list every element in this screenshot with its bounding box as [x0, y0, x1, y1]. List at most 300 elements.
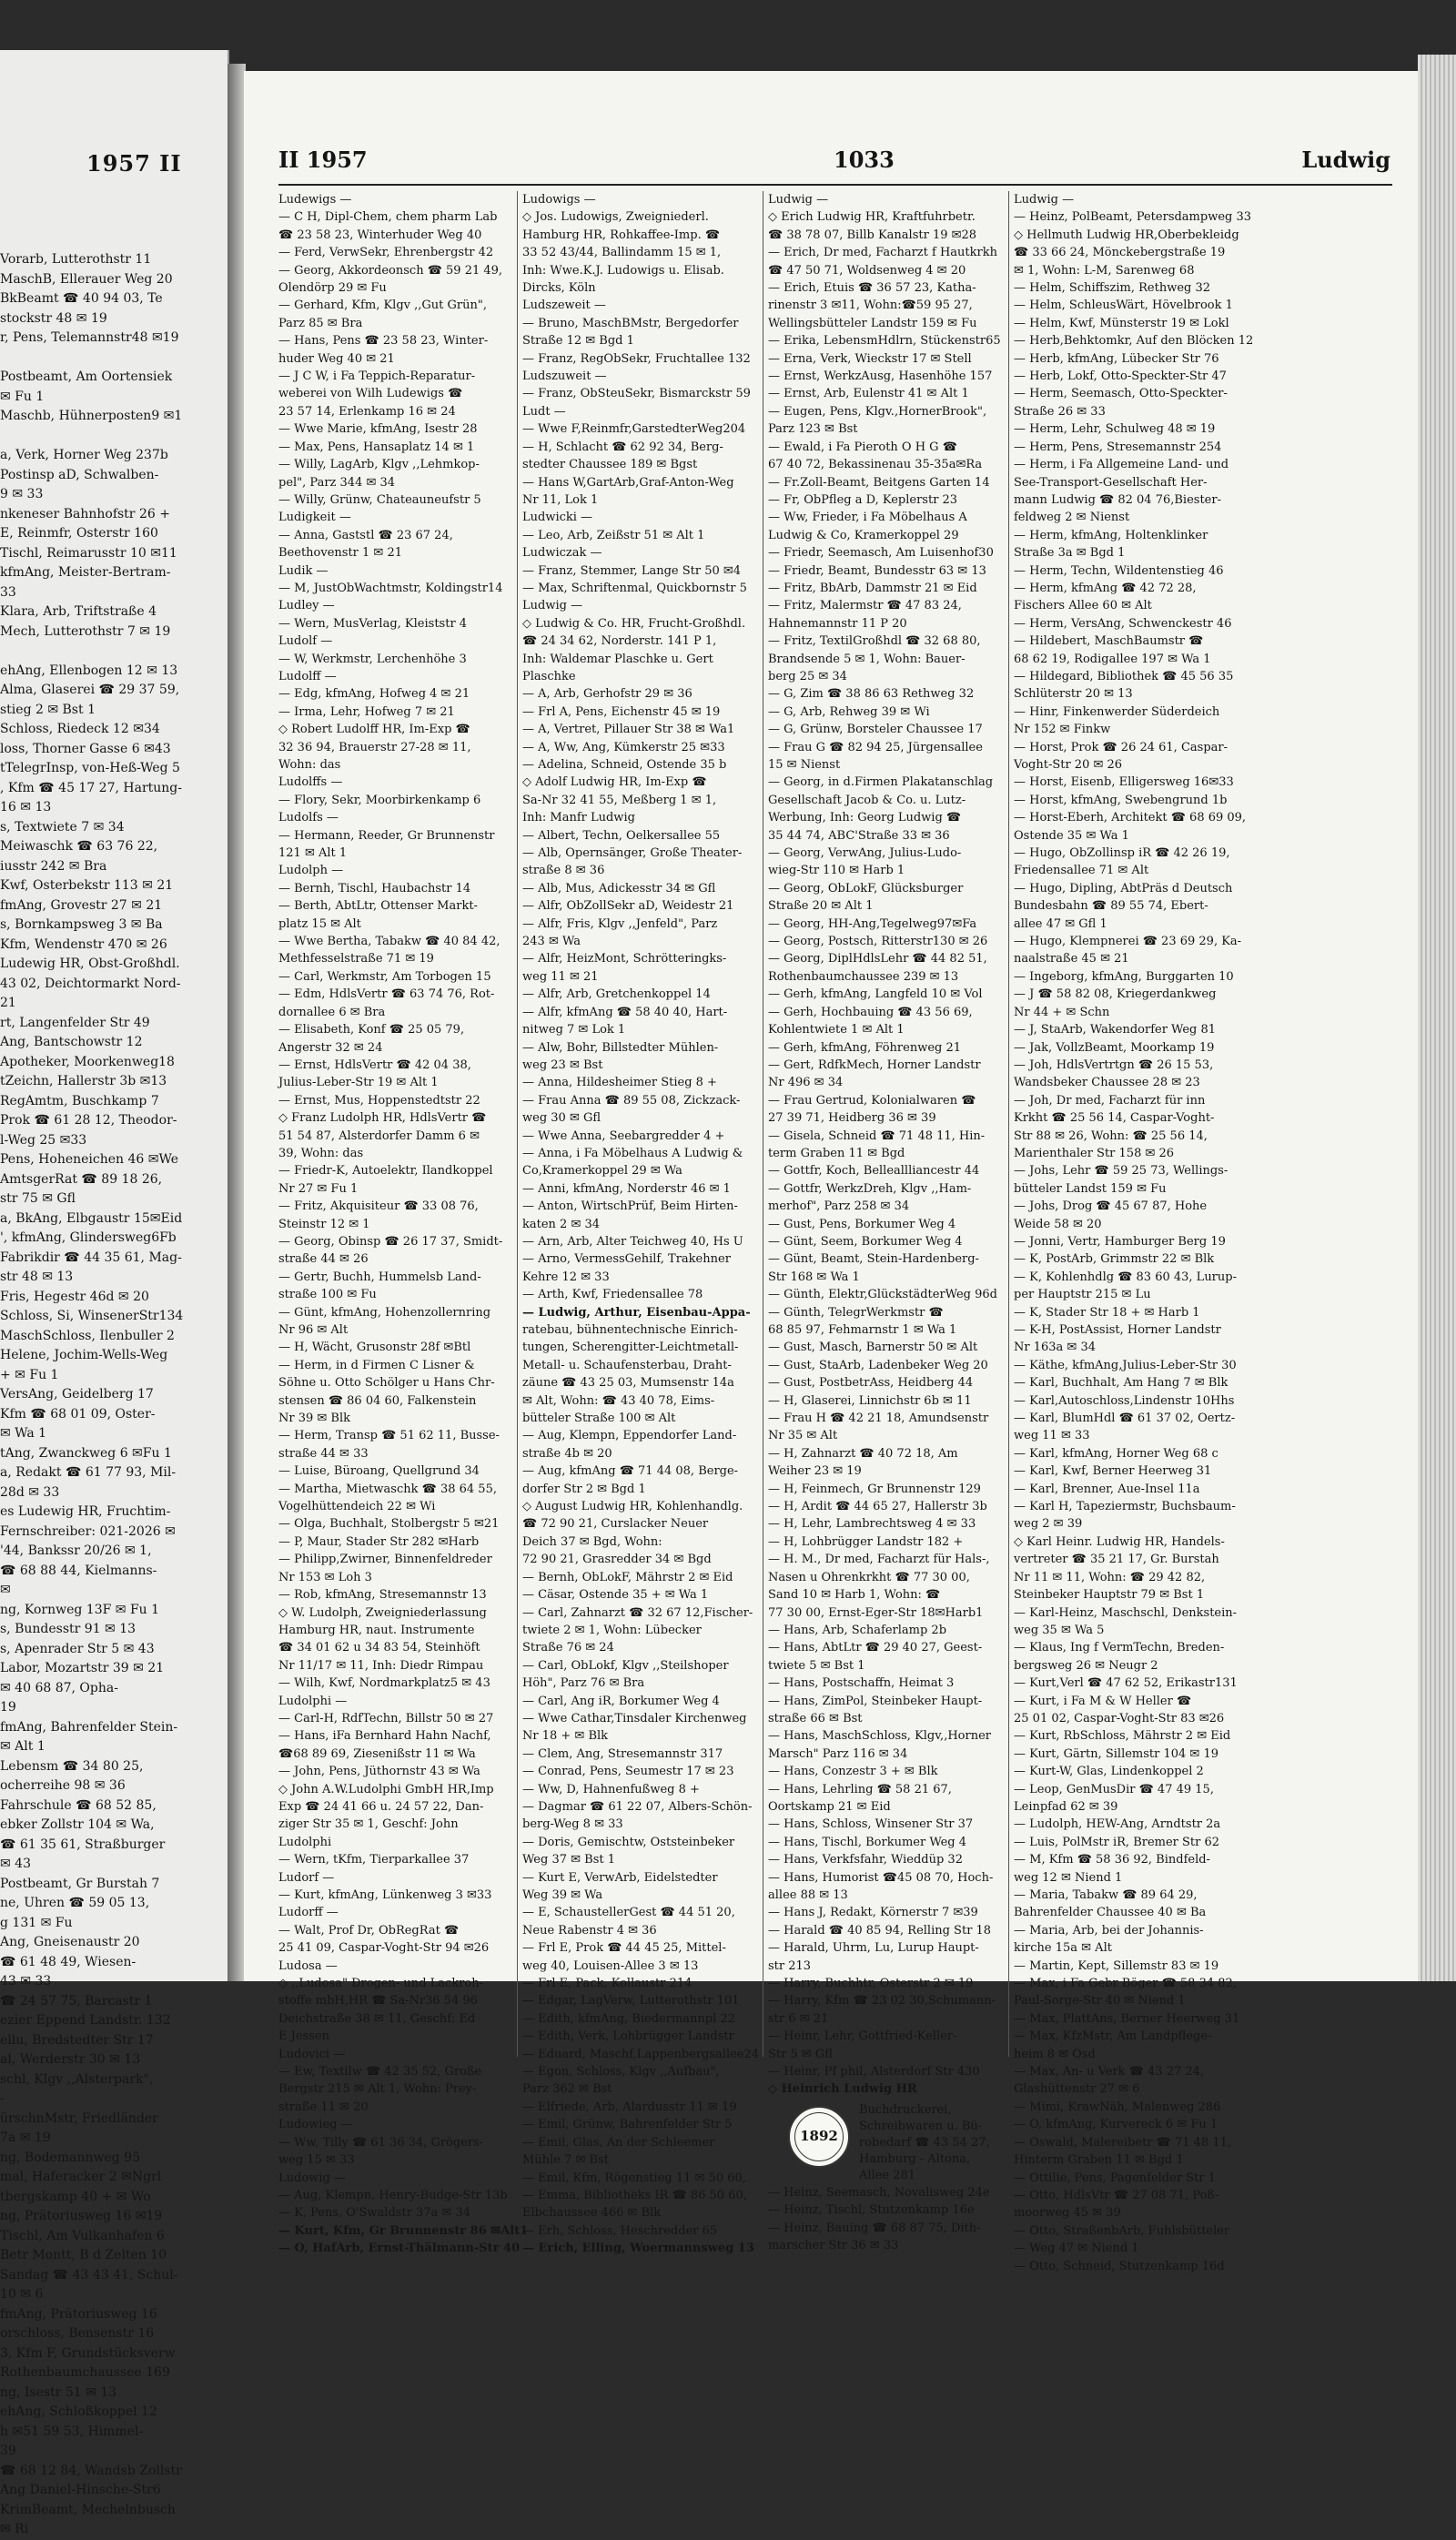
- directory-entry-line: 121 ✉ Alt 1: [278, 846, 348, 861]
- left-entry-line: mal, Haferacker 2 ✉Ngrl: [0, 2170, 162, 2184]
- left-entry-line: ✉ Fu 1: [0, 389, 45, 404]
- directory-entry-line: — G, Zim ☎ 38 86 63 Rethweg 32: [768, 687, 975, 702]
- directory-entry-line: Inh: Manfr Ludwig: [522, 811, 635, 825]
- directory-entry-line: — Bernh, Tischl, Haubachstr 14: [278, 881, 471, 896]
- directory-entry-line: Beethovenstr 1 ✉ 21: [278, 546, 402, 561]
- left-entry-line: Vorarb, Lutterothstr 11: [0, 252, 152, 267]
- directory-entry-line: — W, Werkmstr, Lerchenhöhe 3: [278, 652, 467, 666]
- directory-entry-line: — Clem, Ang, Stresemannstr 317: [522, 1746, 723, 1761]
- left-entry-line: Mech, Lutterothstr 7 ✉ 19: [0, 623, 171, 639]
- directory-entry-line: — Alfr, Fris, Klgv ,,Jenfeld", Parz: [522, 916, 718, 931]
- directory-entry-line: See-Transport-Gesellschaft Her-: [1014, 475, 1208, 490]
- directory-entry-line: Fischers Allee 60 ✉ Alt: [1014, 599, 1152, 613]
- directory-entry-line: — Gertr, Buchh, Hummelsb Land-: [278, 1270, 481, 1284]
- directory-entry-line: — Wilh, Kwf, Nordmarkplatz5 ✉ 43: [278, 1676, 490, 1691]
- directory-entry-line: — Heinz, Tischl, Stutzenkamp 16e: [768, 2203, 975, 2218]
- directory-entry-line: nitweg 7 ✉ Lok 1: [522, 1023, 626, 1037]
- directory-entry-line: heim 8 ✉ Osd: [1014, 2047, 1096, 2061]
- left-entry-line: ✉: [0, 1583, 11, 1597]
- left-entry-line: h ✉51 59 53, Himmel-: [0, 2424, 144, 2439]
- directory-entry-line: ✉ 1, Wohn: L-M, Sarenweg 68: [1014, 263, 1195, 278]
- directory-entry-line: — H, Schlacht ☎ 62 92 34, Berg-: [522, 440, 723, 454]
- left-entry-line: rt, Langenfelder Str 49: [0, 1015, 150, 1030]
- directory-entry-line: — Karl-Heinz, Maschschl, Denkstein-: [1014, 1605, 1238, 1620]
- directory-entry-line: Nr 35 ✉ Alt: [768, 1429, 838, 1443]
- left-entry-line: RegAmtm, Buschkamp 7: [0, 1093, 159, 1108]
- left-entry-line: a, Redakt ☎ 61 77 93, Mil-: [0, 1465, 177, 1480]
- directory-column-3: [768, 191, 1001, 2253]
- directory-entry-line: — Wwe Anna, Seebargredder 4 +: [522, 1128, 725, 1143]
- surname-heading: Ludolphi —: [278, 1694, 348, 1708]
- left-entry-line: 33: [0, 584, 16, 600]
- left-entry-line: r, Pens, Telemannstr48 ✉19: [0, 330, 179, 345]
- directory-entry-line: Inh: Waldemar Plaschke u. Gert: [522, 652, 713, 666]
- left-entry-line: orschloss, Bensenstr 16: [0, 2326, 155, 2341]
- directory-entry-line: — Ww, Tilly ☎ 61 36 34, Grögers-: [278, 2135, 484, 2150]
- left-entry-line: [0, 349, 228, 369]
- surname-heading: Ludt —: [522, 404, 566, 419]
- left-entry-line: Alma, Glaserei ☎ 29 37 59,: [0, 683, 180, 697]
- directory-entry-line: — Adelina, Schneid, Ostende 35 b: [522, 758, 727, 772]
- directory-entry-line: — Hildegard, Bibliothek ☎ 45 56 35: [1014, 669, 1234, 683]
- directory-entry-line: — Doris, Gemischtw, Oststeinbeker: [522, 1835, 735, 1849]
- directory-entry-line: — O, HafArb, Ernst-Thälmann-Str 40: [278, 2241, 521, 2256]
- directory-entry-line: — Max, Pens, Hansaplatz 14 ✉ 1: [278, 440, 475, 454]
- left-entry-line: 43 02, Deichtormarkt Nord-: [0, 976, 181, 991]
- directory-entry-line: — Max, PlattAns, Berner Heerweg 31: [1014, 2011, 1240, 2026]
- directory-entry-line: — E, SchaustellerGest ☎ 44 51 20,: [522, 1906, 735, 1920]
- directory-entry-line: straße 11 ✉ 20: [278, 2100, 369, 2114]
- directory-entry-line: str 6 ✉ 21: [768, 2011, 829, 2026]
- directory-entry-line: — Erich, Elling, Woermannsweg 13: [522, 2241, 754, 2256]
- surname-heading: Ludwig —: [522, 599, 583, 613]
- directory-entry-line: — Anna, i Fa Möbelhaus A Ludwig &: [522, 1146, 743, 1160]
- directory-entry-line: straße 44 ✉ 26: [278, 1252, 369, 1267]
- directory-entry-line: bütteler Straße 100 ✉ Alt: [522, 1412, 676, 1426]
- directory-entry-line: — Anna, Hildesheimer Stieg 8 +: [522, 1076, 717, 1090]
- advertisement-line: Allee 281: [859, 2168, 916, 2182]
- directory-columns: [278, 191, 1392, 2273]
- directory-entry-line: — H, Zahnarzt ☎ 40 72 18, Am: [768, 1446, 958, 1461]
- directory-entry-line: — Harry, Kfm ☎ 23 02 30,Schumann-: [768, 1994, 996, 2009]
- left-entry-line: '44, Bankssr 20/26 ✉ 1,: [0, 1543, 152, 1558]
- directory-entry-line: Weiher 23 ✉ 19: [768, 1464, 862, 1479]
- directory-entry-line: twiete 5 ✉ Bst 1: [768, 1658, 865, 1673]
- directory-entry-line: stedter Chaussee 189 ✉ Bgst: [522, 458, 698, 472]
- directory-entry-line: Schlüterstr 20 ✉ 13: [1014, 687, 1133, 702]
- left-entry-line: ✉ 40 68 87, Opha-: [0, 1680, 118, 1695]
- directory-column-2: [522, 191, 760, 2256]
- page-running-head: Ludwig: [1301, 147, 1390, 173]
- directory-entry-line: 68 62 19, Rodigallee 197 ✉ Wa 1: [1014, 652, 1211, 666]
- directory-entry-line: — K, Kohlenhdlg ☎ 83 60 43, Lurup-: [1014, 1270, 1237, 1284]
- surname-heading: Ludwig —: [1014, 193, 1075, 207]
- directory-entry-line: — Herm, Pens, Stresemannstr 254: [1014, 440, 1222, 454]
- page-header: [278, 147, 1390, 179]
- directory-entry-line: — Frl A, Pens, Eichenstr 45 ✉ 19: [522, 704, 721, 719]
- left-entry-line: ne, Uhren ☎ 59 05 13,: [0, 1896, 150, 1910]
- left-entry-line: stieg 2 ✉ Bst 1: [0, 702, 96, 717]
- directory-entry-line: twiete 2 ✉ 1, Wohn: Lübecker: [522, 1623, 702, 1637]
- directory-entry-line: Kohlentwiete 1 ✉ Alt 1: [768, 1023, 905, 1037]
- directory-entry-line: — John, Pens, Jüthornstr 43 ✉ Wa: [278, 1765, 480, 1779]
- left-entry-line: Ang, Bantschowstr 12: [0, 1035, 143, 1049]
- left-entry-line: stockstr 48 ✉ 19: [0, 310, 107, 326]
- directory-entry-line: — Georg, HH-Ang,Tegelweg97✉Fa: [768, 916, 977, 931]
- left-entry-line: tAng, Zwanckweg 6 ✉Fu 1: [0, 1445, 172, 1461]
- directory-entry-line: ◇ John A.W.Ludolphi GmbH HR,Imp: [278, 1782, 494, 1796]
- directory-entry-line: — Ludolph, HEW-Ang, Arndtstr 2a: [1014, 1817, 1221, 1832]
- directory-entry-line: — Gerh, kfmAng, Föhrenweg 21: [768, 1040, 962, 1055]
- left-entry-line: 43 ✉ 33: [0, 1974, 52, 1988]
- left-entry-line: ocherreihe 98 ✉ 36: [0, 1778, 126, 1793]
- directory-entry-line: ☎ 34 01 62 u 34 83 54, Steinhöft: [278, 1641, 480, 1655]
- directory-entry-line: Paul-Sorge-Str 40 ✉ Niend 1: [1014, 1994, 1186, 2009]
- directory-entry-line: — Wern, tKfm, Tierparkallee 37: [278, 1853, 470, 1867]
- left-entry-line: s, Bornkampsweg 3 ✉ Ba: [0, 917, 163, 932]
- directory-entry-line: — Hildebert, MaschBaumstr ☎: [1014, 634, 1204, 649]
- directory-entry-line: — M, Kfm ☎ 58 36 92, Bindfeld-: [1014, 1853, 1210, 1867]
- left-entry-line: Ang Daniel-Hinsche-Str6: [0, 2483, 161, 2497]
- left-entry-line: Schloss, Si, WinsenerStr134: [0, 1309, 184, 1323]
- directory-entry-line: ✉ Alt, Wohn: ☎ 43 40 78, Eims-: [522, 1393, 715, 1408]
- directory-entry-line: — K, Pens, O'Swaldstr 37a ✉ 34: [278, 2206, 471, 2221]
- left-page-entries: [0, 250, 228, 2540]
- directory-entry-line: Straße 12 ✉ Bgd 1: [522, 334, 634, 349]
- directory-entry-line: ◇ August Ludwig HR, Kohlenhandlg.: [522, 1500, 743, 1514]
- left-entry-line: s, Textwiete 7 ✉ 34: [0, 819, 125, 835]
- directory-entry-line: — Weg 47 ✉ Niend 1: [1014, 2241, 1139, 2256]
- directory-entry-line: marscher Str 36 ✉ 33: [768, 2239, 899, 2253]
- directory-entry-line: — Dagmar ☎ 61 22 07, Albers-Schön-: [522, 1799, 753, 1814]
- directory-entry-line: — Günt, Seem, Borkumer Weg 4: [768, 1234, 963, 1249]
- directory-entry-line: — Kurt-W, Glas, Lindenkoppel 2: [1014, 1765, 1204, 1779]
- directory-entry-line: — Ww, D, Hahnenfußweg 8 +: [522, 1782, 700, 1796]
- directory-entry-line: naalstraße 45 ✉ 21: [1014, 952, 1129, 966]
- directory-entry-line: 243 ✉ Wa: [522, 935, 581, 949]
- left-entry-line: kfmAng, Meister-Bertram-: [0, 565, 171, 580]
- directory-entry-line: — Hermann, Reeder, Gr Brunnenstr: [278, 828, 495, 843]
- directory-entry-line: — Ferd, VerwSekr, Ehrenbergstr 42: [278, 246, 494, 260]
- directory-entry-line: — Max, Schriftenmal, Quickbornstr 5: [522, 581, 747, 595]
- left-entry-line: Fernschreiber: 021-2026 ✉: [0, 1523, 176, 1539]
- column-rule: [1008, 191, 1009, 2057]
- book-gutter: [228, 64, 246, 1981]
- directory-entry-line: — Anton, WirtschPrüf, Beim Hirten-: [522, 1199, 738, 1214]
- directory-entry-line: Mühle 7 ✉ Bst: [522, 2153, 609, 2168]
- left-entry-line: Lebensm ☎ 34 80 25,: [0, 1758, 144, 1774]
- directory-entry-line: — Carl, Werkmstr, Am Torbogen 15: [278, 969, 491, 984]
- directory-entry-line: — Gust, Pens, Borkumer Weg 4: [768, 1217, 956, 1231]
- directory-entry-line: — Leo, Arb, Zeißstr 51 ✉ Alt 1: [522, 528, 705, 542]
- directory-entry-line: — Wwe Cathar,Tinsdaler Kirchenweg: [522, 1711, 747, 1725]
- directory-entry-line: — Gust, Masch, Barnerstr 50 ✉ Alt: [768, 1341, 978, 1355]
- directory-entry-line: — Heinz, PolBeamt, Petersdampweg 33: [1014, 210, 1252, 225]
- directory-entry-line: — Franz, ObSteuSekr, Bismarckstr 59: [522, 387, 751, 401]
- directory-entry-line: Dircks, Köln: [522, 281, 596, 296]
- left-entry-line: ☎ 61 48 49, Wiesen-: [0, 1954, 136, 1969]
- surname-heading: Ludosa —: [278, 1958, 338, 1973]
- directory-entry-line: Ludolphi: [278, 1835, 332, 1849]
- directory-entry-line: merhof", Parz 258 ✉ 34: [768, 1199, 910, 1214]
- left-page-header: 1957 II: [86, 150, 182, 177]
- directory-entry-line: — Emil, Kfm, Rögenstieg 11 ✉ 50 60,: [522, 2171, 746, 2185]
- directory-entry-line: — Herb, Lokf, Otto-Speckter-Str 47: [1014, 369, 1227, 384]
- directory-entry-line: — M, JustObWachtmstr, Koldingstr14: [278, 581, 503, 595]
- directory-entry-line: straße 66 ✉ Bst: [768, 1711, 863, 1725]
- directory-entry-line: straße 100 ✉ Fu: [278, 1288, 377, 1302]
- directory-entry-line: — Carl, Zahnarzt ☎ 32 67 12,Fischer-: [522, 1605, 753, 1620]
- left-entry-line: Ludewig HR, Obst-Großhdl.: [0, 956, 180, 971]
- directory-entry-line: weg 12 ✉ Niend 1: [1014, 1870, 1123, 1885]
- directory-entry-line: — Wwe F,Reinmfr,GarstedterWeg204: [522, 422, 746, 437]
- directory-entry-line: — Willy, Grünw, Chateauneufstr 5: [278, 492, 481, 507]
- directory-entry-line: Bahrenfelder Chaussee 40 ✉ Ba: [1014, 1906, 1207, 1920]
- left-entry-line: Schloss, Riedeck 12 ✉34: [0, 722, 160, 736]
- directory-entry-line: — Herm, Lehr, Schulweg 48 ✉ 19: [1014, 422, 1216, 437]
- directory-entry-line: — Hans, Tischl, Borkumer Weg 4: [768, 1835, 967, 1849]
- directory-entry-line: 32 36 94, Brauerstr 27-28 ✉ 11,: [278, 740, 471, 754]
- directory-entry-line: straße 44 ✉ 33: [278, 1446, 369, 1461]
- directory-entry-line: — Egon, Schloss, Klgv ,,Aufbau",: [522, 2065, 720, 2080]
- directory-entry-line: straße 4b ✉ 20: [522, 1446, 612, 1461]
- directory-entry-line: — H, Lohbrügger Landstr 182 +: [768, 1534, 964, 1549]
- directory-entry-line: Krkht ☎ 25 56 14, Caspar-Voght-: [1014, 1111, 1215, 1126]
- directory-entry-line: — A, Arb, Gerhofstr 29 ✉ 36: [522, 687, 693, 702]
- directory-entry-line: zäune ☎ 43 25 03, Mumsenstr 14a: [522, 1376, 734, 1391]
- directory-entry-line: ◇ Robert Ludolff HR, Im-Exp ☎: [278, 723, 470, 737]
- directory-entry-line: — P, Maur, Stader Str 282 ✉Harb: [278, 1534, 480, 1549]
- directory-entry-line: Nr 11 ✉ 11, Wohn: ☎ 29 42 82,: [1014, 1570, 1206, 1584]
- directory-entry-line: — Gust, PostbetrAss, Heidberg 44: [768, 1376, 974, 1391]
- directory-entry-line: — Oswald, Malereibetr ☎ 71 48 11,: [1014, 2135, 1231, 2150]
- directory-entry-line: Olendörp 29 ✉ Fu: [278, 281, 387, 296]
- advertisement-box: [768, 2102, 1001, 2181]
- left-entry-line: AmtsgerRat ☎ 89 18 26,: [0, 1171, 163, 1187]
- directory-entry-line: — Edith, kfmAng, Biedermannpl 22: [522, 2011, 735, 2026]
- directory-entry-line: ◇ Heinrich Ludwig HR: [768, 2082, 917, 2097]
- column-rule: [517, 191, 518, 2057]
- directory-entry-line: — Hugo, Klempnerei ☎ 23 69 29, Ka-: [1014, 935, 1242, 949]
- directory-entry-line: ☎ 23 58 23, Winterhuder Weg 40: [278, 228, 482, 242]
- left-entry-line: Apotheker, Moorkenweg18: [0, 1054, 175, 1069]
- directory-entry-line: Nr 27 ✉ Fu 1: [278, 1181, 359, 1196]
- directory-entry-line: — Kurt E, VerwArb, Eidelstedter: [522, 1870, 718, 1885]
- directory-entry-line: — Hugo, ObZollinsp iR ☎ 42 26 19,: [1014, 846, 1230, 861]
- surname-heading: Ludwig —: [768, 193, 829, 207]
- left-entry-line: iusstr 242 ✉ Bra: [0, 858, 107, 874]
- directory-entry-line: — Karl, Brenner, Aue-Insel 11a: [1014, 1482, 1200, 1496]
- directory-entry-line: 51 54 87, Alsterdorfer Damm 6 ✉: [278, 1128, 480, 1143]
- directory-entry-line: weg 15 ✉ 33: [278, 2153, 355, 2168]
- directory-entry-line: stoffe mbH,HR ☎ Sa-Nr36 54 96: [278, 1994, 479, 2009]
- left-entry-line: 10 ✉ 6: [0, 2287, 44, 2302]
- directory-entry-line: — A, Ww, Ang, Kümkerstr 25 ✉33: [522, 740, 725, 754]
- left-entry-line: l-Weg 25 ✉33: [0, 1132, 87, 1148]
- surname-heading: Ludwiczak —: [522, 546, 602, 561]
- left-entry-line: ☎ 68 88 44, Kielmanns-: [0, 1563, 157, 1578]
- directory-entry-line: Angerstr 32 ✉ 24: [278, 1040, 383, 1055]
- directory-entry-line: — Karl, Buchhalt, Am Hang 7 ✉ Blk: [1014, 1376, 1228, 1391]
- directory-entry-line: — Gert, RdfkMech, Horner Landstr: [768, 1057, 981, 1072]
- directory-entry-line: — Conrad, Pens, Seumestr 17 ✉ 23: [522, 1765, 734, 1779]
- directory-column-1: [278, 191, 529, 2256]
- directory-entry-line: — Fritz, Malermstr ☎ 47 83 24,: [768, 599, 962, 613]
- directory-entry-line: — Georg, Obinsp ☎ 26 17 37, Smidt-: [278, 1234, 503, 1249]
- directory-entry-line: — Ernst, Mus, Hoppenstedtstr 22: [278, 1093, 480, 1108]
- left-entry-line: a, BkAng, Elbgaustr 15✉Eid: [0, 1210, 183, 1226]
- directory-entry-line: — Otto, HdlsVtr ☎ 27 08 71, Poß-: [1014, 2188, 1219, 2202]
- directory-entry-line: Nr 152 ✉ Finkw: [1014, 723, 1111, 737]
- directory-entry-line: 23 57 14, Erlenkamp 16 ✉ 24: [278, 404, 456, 419]
- directory-entry-line: — Hans, Postschaffn, Heimat 3: [768, 1676, 955, 1691]
- left-entry-line: s, Bundesstr 91 ✉ 13: [0, 1622, 136, 1636]
- directory-entry-line: — Erna, Verk, Wieckstr 17 ✉ Stell: [768, 351, 972, 366]
- directory-entry-line: — Hans, MaschSchloss, Klgv,,Horner: [768, 1729, 991, 1744]
- left-entry-line: nkeneser Bahnhofstr 26 +: [0, 506, 170, 521]
- left-entry-line: [0, 427, 228, 447]
- directory-entry-line: — Ernst, WerkzAusg, Hasenhöhe 157: [768, 369, 993, 384]
- directory-entry-line: Straße 3a ✉ Bgd 1: [1014, 546, 1126, 561]
- directory-entry-line: — Olga, Buchhalt, Stolbergstr 5 ✉21: [278, 1517, 500, 1532]
- directory-entry-line: Nr 44 + ✉ Schn: [1014, 1005, 1110, 1019]
- directory-entry-line: weg 11 ✉ 21: [522, 969, 599, 984]
- directory-entry-line: — Günth, Elektr,GlückstädterWeg 96d: [768, 1288, 997, 1302]
- directory-entry-line: Werbung, Inh: Georg Ludwig ☎: [768, 811, 962, 825]
- left-entry-line: ebker Zollstr 104 ✉ Wa,: [0, 1817, 155, 1832]
- left-entry-line: Postinsp aD, Schwalben-: [0, 467, 159, 482]
- left-entry-line: [0, 642, 228, 662]
- directory-entry-line: — Willy, LagArb, Klgv ,,Lehmkop-: [278, 458, 480, 472]
- directory-entry-line: Brandsende 5 ✉ 1, Wohn: Bauer-: [768, 652, 966, 666]
- directory-entry-line: — Harald ☎ 40 85 94, Relling Str 18: [768, 1923, 992, 1938]
- directory-entry-line: Marienthaler Str 158 ✉ 26: [1014, 1146, 1175, 1160]
- directory-entry-line: — Gust, StaArb, Ladenbeker Weg 20: [768, 1358, 988, 1372]
- directory-entry-line: — Horst, kfmAng, Swebengrund 1b: [1014, 793, 1228, 807]
- directory-entry-line: — Maria, Tabakw ☎ 89 64 29,: [1014, 1888, 1198, 1902]
- directory-entry-line: — Karl H, Tapeziermstr, Buchsbaum-: [1014, 1500, 1236, 1514]
- directory-entry-line: — Max, KfzMstr, Am Landpflege-: [1014, 2029, 1212, 2044]
- directory-entry-line: — Harry, Buchhtr, Osterstr 2 ✉ 19: [768, 1977, 974, 1991]
- directory-entry-line: Wandsbeker Chaussee 28 ✉ 23: [1014, 1076, 1200, 1090]
- directory-entry-line: vertreter ☎ 35 21 17, Gr. Burstah: [1014, 1553, 1219, 1567]
- directory-entry-line: Julius-Leber-Str 19 ✉ Alt 1: [278, 1076, 439, 1090]
- directory-entry-line: ☎68 89 69, Ziesenißstr 11 ✉ Wa: [278, 1746, 476, 1761]
- directory-entry-line: — Georg, DiplHdlsLehr ☎ 44 82 51,: [768, 952, 987, 966]
- directory-entry-line: — Alfr, kfmAng ☎ 58 40 40, Hart-: [522, 1005, 728, 1019]
- advertisement-line: Schreibwaren u. Bü-: [859, 2119, 983, 2133]
- left-entry-line: Tischl, Reimarusstr 10 ✉11: [0, 545, 177, 561]
- left-entry-line: ✉ Alt 1: [0, 1739, 46, 1754]
- directory-entry-line: — Gottfr, WerkzDreh, Klgv ,,Ham-: [768, 1181, 972, 1196]
- directory-entry-line: Höh", Parz 76 ✉ Bra: [522, 1676, 645, 1691]
- directory-entry-line: — Herb, kfmAng, Lübecker Str 76: [1014, 351, 1219, 366]
- directory-entry-line: weberei von Wilh Ludewigs ☎: [278, 387, 463, 401]
- left-entry-line: Fris, Hegestr 46d ✉ 20: [0, 1289, 149, 1304]
- directory-entry-line: Methfesselstraße 71 ✉ 19: [278, 952, 434, 966]
- directory-entry-line: — Otto, Schneid, Stutzenkamp 16d: [1014, 2259, 1225, 2273]
- directory-entry-line: — Karl,Autoschloss,Lindenstr 10Hhs: [1014, 1393, 1235, 1408]
- directory-entry-line: — Carl, Ang iR, Borkumer Weg 4: [522, 1694, 720, 1708]
- directory-entry-line: — Martin, Kept, Sillemstr 83 ✉ 19: [1014, 1958, 1219, 1973]
- directory-entry-line: — Heinz, Seemasch, Novalisweg 24e: [768, 2185, 990, 2200]
- surname-heading: Ludowig —: [278, 2171, 346, 2185]
- directory-entry-line: — Hans, Verkfsfahr, Wieddüp 32: [768, 1853, 963, 1867]
- directory-entry-line: — Helm, SchleusWärt, Hövelbrook 1: [1014, 299, 1233, 313]
- directory-entry-line: allee 47 ✉ Gfl 1: [1014, 916, 1107, 931]
- directory-entry-line: — Käthe, kfmAng,Julius-Leber-Str 30: [1014, 1358, 1237, 1372]
- directory-entry-line: — Ew, Textilw ☎ 42 35 52, Große: [278, 2065, 482, 2080]
- directory-entry-line: — Bernh, ObLokF, Mährstr 2 ✉ Eid: [522, 1570, 733, 1584]
- directory-entry-line: 68 85 97, Fehmarnstr 1 ✉ Wa 1: [768, 1323, 957, 1337]
- left-entry-line: 39: [0, 2444, 16, 2458]
- directory-entry-line: — Leop, GenMusDir ☎ 47 49 15,: [1014, 1782, 1214, 1796]
- directory-entry-line: — Herm, VersAng, Schwenckestr 46: [1014, 616, 1232, 631]
- left-entry-line: a, Verk, Horner Weg 237b: [0, 448, 168, 462]
- directory-entry-line: 25 01 02, Caspar-Voght-Str 83 ✉26: [1014, 1711, 1225, 1725]
- directory-entry-line: term Graben 11 ✉ Bgd: [768, 1146, 905, 1160]
- directory-entry-line: ◇ Adolf Ludwig HR, Im-Exp ☎: [522, 775, 707, 790]
- directory-entry-line: — Hans, Lehrling ☎ 58 21 67,: [768, 1782, 952, 1796]
- directory-entry-line: Wellingsbütteler Landstr 159 ✉ Fu: [768, 316, 977, 330]
- directory-entry-line: — Philipp,Zwirner, Binnenfeldreder: [278, 1553, 492, 1567]
- directory-entry-line: — Friedr-K, Autoelektr, Ilandkoppel: [278, 1164, 493, 1179]
- directory-entry-line: — Berth, AbtLtr, Ottenser Markt-: [278, 899, 478, 914]
- directory-entry-line: Nr 11, Lok 1: [522, 492, 599, 507]
- directory-entry-line: — Emma, Bibliotheks IR ☎ 86 50 60,: [522, 2188, 747, 2202]
- directory-entry-line: — Erh, Schloss, Heschredder 65: [522, 2223, 718, 2238]
- directory-entry-line: — Helm, Schiffszim, Rethweg 32: [1014, 281, 1211, 296]
- directory-entry-line: ◇ ,,Ludosa" Drogen- und Lackroh-: [278, 1977, 484, 1991]
- directory-entry-line: — Edith, Verk, Lohbrügger Landstr: [522, 2029, 734, 2044]
- left-entry-line: fmAng, Bahrenfelder Stein-: [0, 1719, 178, 1735]
- directory-entry-line: — Herb,Behktomkr, Auf den Blöcken 12: [1014, 334, 1254, 349]
- directory-entry-line: — Arn, Arb, Alter Teichweg 40, Hs U: [522, 1234, 743, 1249]
- directory-entry-line: Neue Rabenstr 4 ✉ 36: [522, 1923, 657, 1938]
- directory-entry-line: platz 15 ✉ Alt: [278, 916, 361, 931]
- directory-entry-line: mann Ludwig ☎ 82 04 76,Biester-: [1014, 492, 1221, 507]
- left-entry-line: Kfm ☎ 68 01 09, Oster-: [0, 1406, 156, 1422]
- directory-entry-line: — Kurt, i Fa M & W Heller ☎: [1014, 1694, 1192, 1708]
- left-entry-line: ezier Eppend Landstr. 132: [0, 2013, 171, 2028]
- directory-entry-line: — Emil, Glas, An der Schleemer: [522, 2135, 715, 2150]
- directory-entry-line: — Joh, HdlsVertrtgn ☎ 26 15 53,: [1014, 1057, 1214, 1072]
- directory-entry-line: — Kurt,Verl ☎ 47 62 52, Erikastr131: [1014, 1676, 1238, 1691]
- directory-entry-line: Wohn: das: [278, 758, 341, 772]
- directory-entry-line: — Maria, Arb, bei der Johannis-: [1014, 1923, 1204, 1938]
- directory-entry-line: Oortskamp 21 ✉ Eid: [768, 1799, 891, 1814]
- page-stack-edge: [1418, 55, 1456, 1981]
- directory-entry-line: Marsch" Parz 116 ✉ 34: [768, 1746, 908, 1761]
- directory-entry-line: Leinpfad 62 ✉ 39: [1014, 1799, 1118, 1814]
- page-volume-year: II 1957: [278, 147, 368, 173]
- directory-entry-line: — G, Arb, Rehweg 39 ✉ Wi: [768, 704, 930, 719]
- surname-heading: Ludolfs —: [278, 811, 339, 825]
- directory-entry-line: — Frau H ☎ 42 21 18, Amundsenstr: [768, 1412, 989, 1426]
- left-entry-line: loss, Thorner Gasse 6 ✉43: [0, 741, 171, 756]
- directory-entry-line: — Fritz, TextilGroßhdl ☎ 32 68 80,: [768, 634, 981, 649]
- directory-entry-line: — Herm, kfmAng, Holtenklinker: [1014, 528, 1208, 542]
- surname-heading: Ludszuweit —: [522, 369, 607, 384]
- directory-entry-line: — Luis, PolMstr iR, Bremer Str 62: [1014, 1835, 1220, 1849]
- directory-entry-line: Bundesbahn ☎ 89 55 74, Ebert-: [1014, 899, 1208, 914]
- directory-entry-line: katen 2 ✉ 34: [522, 1217, 601, 1231]
- directory-entry-line: — Anna, Gaststl ☎ 23 67 24,: [278, 528, 453, 542]
- directory-entry-line: — Gisela, Schneid ☎ 71 48 11, Hin-: [768, 1128, 986, 1143]
- directory-entry-line: — K-H, PostAssist, Horner Landstr: [1014, 1323, 1221, 1337]
- founding-year-seal: [788, 2106, 850, 2168]
- directory-page: [244, 71, 1418, 2273]
